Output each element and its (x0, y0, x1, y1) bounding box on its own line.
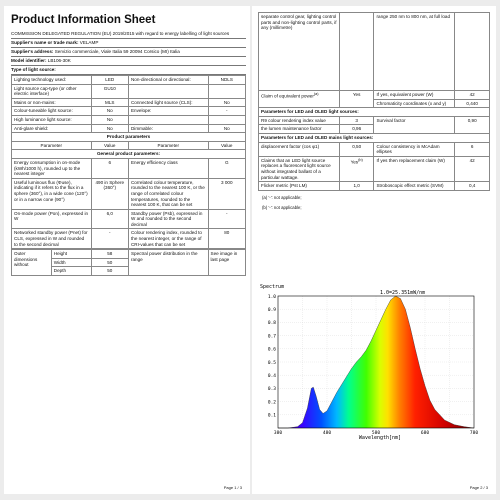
model-row (11, 57, 246, 66)
row-value: MLS (91, 98, 128, 107)
row-value: 490 in Sphere (360°) (91, 178, 128, 209)
led-header-row (259, 108, 490, 117)
chart-title: Spectrum (260, 284, 285, 290)
row-label-2: Dimmable: (128, 124, 208, 133)
continuation-left: separate control gear, lighting control parts and non-lighting control parts, if any (millimetre) (259, 13, 340, 91)
survival-label: Survival factor (374, 116, 455, 133)
table-row (12, 209, 246, 229)
row-label: On-mode power (Pon), expressed in W (12, 209, 92, 229)
flicker-value: 1,0 (339, 182, 374, 191)
light-source-rows (12, 76, 246, 133)
dim-name: Height (51, 250, 91, 259)
row-value-2: - (208, 107, 245, 116)
mains-header: Parameters for LED and OLED mains light sources: (259, 133, 490, 142)
table-row (12, 115, 246, 124)
colour-consistency-label: Colour consistency in McAdam ellipses (374, 142, 455, 156)
supplier-name: VELAMP (79, 40, 99, 45)
table-row (12, 76, 246, 85)
row-label: Lighting technology used: (12, 76, 92, 85)
replacement-claim-value: 42 (455, 156, 490, 181)
led-oled-header: Parameters for LED and OLED light sources: (259, 108, 490, 117)
claim-label: Claim of equivalent power (261, 93, 314, 99)
row-label-2: Envelope: (128, 107, 208, 116)
row-value: LED (91, 76, 128, 85)
r9-row (259, 116, 490, 125)
product-parameters-heading: Product parameters (12, 133, 246, 142)
replacement-sup: (b) (358, 157, 363, 162)
claim-right-value: 42 (455, 91, 490, 100)
stroboscopic-label: Stroboscopic effect metric (SVM) (374, 182, 455, 191)
chromaticity-value: 0,440 (455, 99, 490, 108)
table-row (12, 124, 246, 133)
r9-value: 3 (339, 116, 374, 125)
page-title: Product Information Sheet (11, 14, 156, 26)
page-number: Page 2 / 3 (469, 485, 488, 490)
model-label: Model identifier: (11, 58, 47, 63)
replacement-label: Claims that an LED light source replaces a fluorescent light source without integrated ballast of a particular wattage. (259, 156, 340, 181)
footnotes (258, 191, 490, 215)
type-row (11, 66, 246, 75)
x-tick-label: 380 (273, 431, 283, 436)
row-label-2: Connected light source (CLS): (128, 98, 208, 107)
row-label-2: Non-directional or directional: (128, 76, 208, 85)
x-axis-label: Wavelength[nm] (358, 435, 402, 441)
supplier-name-label: Supplier's name or trade mark: (11, 40, 79, 45)
y-tick-label: 1.0 (267, 294, 276, 300)
y-tick-label: 0.7 (267, 334, 276, 340)
row-value-2 (208, 115, 245, 124)
col-parameter: Parameter (12, 141, 92, 150)
model-identifier: LB106-30K (47, 58, 71, 63)
maintenance-value: 0,96 (339, 125, 374, 134)
row-value: 6 (91, 158, 128, 178)
row-label-2: Colour rendering index, rounded to the nearest integer, or the range of CRI-values that can be set (128, 229, 208, 249)
note-a: (a) '-': not applicable; (262, 194, 302, 200)
table-row (12, 229, 246, 249)
page2-table-wrap (252, 6, 496, 215)
table-row (12, 158, 246, 178)
continuation-right: range 250 nm to 800 nm, at full load (374, 13, 455, 91)
supplier-name-row (11, 39, 246, 48)
displacement-row (259, 142, 490, 156)
main-table-wrap (4, 75, 250, 276)
row-label: Mains or non-mains: (12, 98, 92, 107)
y-tick-label: 0.6 (267, 347, 276, 353)
page-number: Page 1 / 3 (223, 485, 242, 490)
replacement-row (259, 156, 490, 181)
row-label-2: Correlated colour temperature, rounded to the nearest 100 K, or the range of correlated colour temperatures, rounded to the nearest 100 K, that can be set (128, 178, 208, 209)
claim-row (259, 91, 490, 100)
x-tick-label: 480 (322, 431, 332, 436)
row-value: No (91, 115, 128, 124)
row-label-2: Standby power (Psb), expressed in W and rounded to the second decimal (128, 209, 208, 229)
spectral-label: Spectral power distribution in the range (128, 250, 208, 276)
dim-value: 50 (91, 258, 128, 267)
dimensions-table (11, 249, 246, 276)
row-value: 6,0 (91, 209, 128, 229)
supplier-address-label: Supplier's address: (11, 49, 54, 54)
outer-dimensions-label: Outer dimensions without (12, 250, 52, 276)
page-2 (252, 6, 496, 494)
displacement-label: displacement factor (cos φ1) (259, 142, 340, 156)
claim-value: Yes (339, 91, 374, 108)
dim-value: 50 (91, 267, 128, 276)
row-label: Networked standby power (Pnet) for CLS, expressed in W and rounded to the second decimal (12, 229, 92, 249)
row-value: - (91, 229, 128, 249)
y-tick-label: 0.9 (267, 308, 276, 313)
regulation-text: COMMISSION DELEGATED REGULATION (EU) 2019/2015 with regard to energy labelling of light sources (11, 30, 246, 39)
parameters-header (12, 133, 246, 159)
row-value-2: - (208, 209, 245, 229)
stroboscopic-value: 0,4 (455, 182, 490, 191)
dims-row-0 (12, 250, 246, 259)
main-table (11, 75, 246, 249)
parameter-rows (12, 158, 246, 248)
chromaticity-label: Chromaticity coordinates (x and y) (374, 99, 455, 108)
row-label: Energy consumption in on-mode (kWh/1000 h), rounded up to the nearest integer (12, 158, 92, 178)
y-tick-label: 0.1 (267, 413, 276, 419)
col-value-2: Value (208, 141, 245, 150)
row-value-2: No (208, 98, 245, 107)
claim-sup: (a) (313, 92, 319, 96)
r9-label: R9 colour rendering index value (259, 116, 340, 125)
row-label: Anti-glare shield: (12, 124, 92, 133)
empty-cell (339, 13, 374, 91)
mains-header-row (259, 133, 490, 142)
row-label: Useful luminous flux (Φuse), indicating if it refers to the flux in a sphere (360°), in a wide cone (120°) or in a narrow cone (90°) (12, 178, 92, 209)
y-tick-label: 0.8 (267, 321, 276, 327)
row-value-2: No (208, 124, 245, 133)
y-tick-label: 0.2 (267, 400, 276, 406)
supplier-address-row (11, 48, 246, 57)
dim-name: Width (51, 258, 91, 267)
row-value-2 (208, 84, 245, 98)
row-label: Light source cap-type (or other electric interface) (12, 84, 92, 98)
survival-value: 0,90 (455, 116, 490, 133)
displacement-value: 0,50 (339, 142, 374, 156)
x-tick-label: 580 (371, 431, 381, 436)
claim-cell (259, 91, 340, 108)
row-value-2: G (208, 158, 245, 178)
page-1 (4, 6, 250, 494)
maintenance-label: the lumen maintenance factor (259, 125, 340, 134)
row-value: No (91, 107, 128, 116)
row-value-2: 80 (208, 229, 245, 249)
row-label: Colour-tuneable light source: (12, 107, 92, 116)
spectral-value: See image in last page (208, 250, 245, 276)
y-tick-label: 0.4 (267, 374, 276, 379)
row-value-2: NDLS (208, 76, 245, 85)
dim-name: Depth (51, 267, 91, 276)
y-tick-label: 0.5 (267, 360, 276, 366)
row-value-2: 3 000 (208, 178, 245, 209)
replacement-claim-label: If yes then replacement claim (W) (374, 156, 455, 181)
dim-value: 58 (91, 250, 128, 259)
replacement-value: Yes (350, 159, 359, 165)
row-value: No (91, 124, 128, 133)
flicker-label: Flicker metric (Pst LM) (259, 182, 340, 191)
chart-annotation: 1.0=25.351mW/nm (380, 290, 426, 296)
table-row (12, 107, 246, 116)
flicker-row (259, 182, 490, 191)
general-parameters-heading: General product parameters: (12, 150, 246, 159)
row-label-2: Energy efficiency class (128, 158, 208, 178)
continuation-table (258, 12, 490, 191)
type-label: Type of light source: (11, 67, 56, 72)
col-parameter-2: Parameter (128, 141, 208, 150)
row-value: GU10 (91, 84, 128, 98)
col-value: Value (91, 141, 128, 150)
supplier-address: Servizio commerciale, Viale Italia 59 20094 Corsico (MI) Italia (54, 49, 180, 54)
row-label-2 (128, 84, 208, 98)
table-row (12, 98, 246, 107)
table-row (12, 178, 246, 209)
x-tick-label: 680 (420, 431, 430, 436)
header-block (4, 30, 250, 75)
continuation-row (259, 13, 490, 91)
claim-right-label: If yes, equivalent power (W) (374, 91, 455, 100)
replacement-cell (339, 156, 374, 181)
row-label: High luminance light source: (12, 115, 92, 124)
row-label-2 (128, 115, 208, 124)
table-row (12, 84, 246, 98)
note-b: (b) '-': not applicable; (262, 204, 302, 210)
colour-consistency-value: 6 (455, 142, 490, 156)
spectrum-chart (258, 282, 480, 442)
empty-cell (455, 13, 490, 91)
x-tick-label: 780 (469, 431, 479, 436)
y-tick-label: 0.3 (267, 387, 276, 393)
